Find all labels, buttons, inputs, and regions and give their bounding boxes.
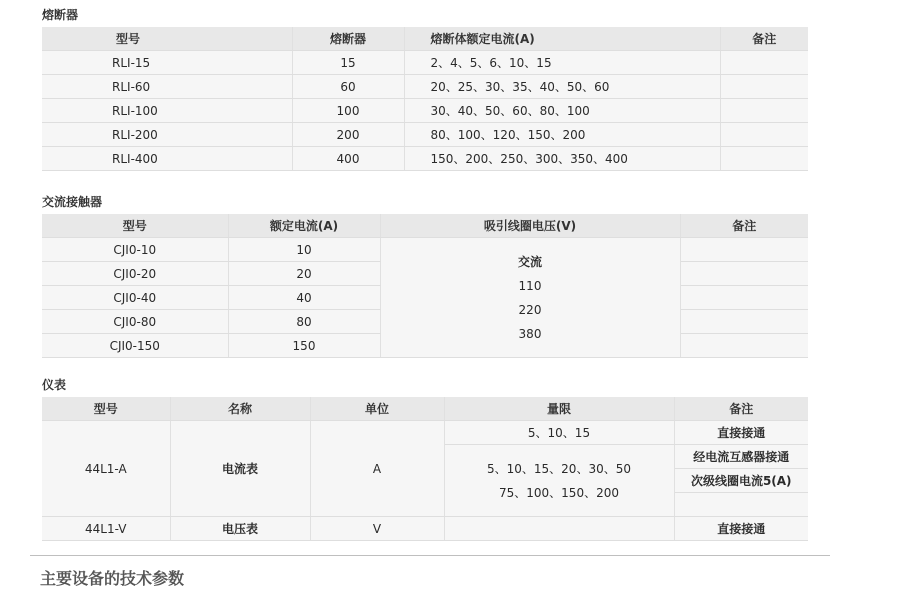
contactor-note [680,286,808,310]
voltmeter-unit: V [310,517,444,541]
contactor-note [680,238,808,262]
coil-voltage-value: 110 [518,278,542,293]
fuse-current: 30、40、50、60、80、100 [404,99,720,123]
fuse-header-note: 备注 [720,27,808,51]
ammeter-unit: A [310,421,444,517]
fuse-current: 2、4、5、6、10、15 [404,51,720,75]
contactor-header-row [42,214,808,238]
fuse-note [720,147,808,171]
contactor-model: CJI0-10 [42,238,228,262]
coil-voltage-type: 交流 [517,254,542,269]
contactor-current: 150 [228,334,380,358]
contactor-current: 10 [228,238,380,262]
voltmeter-range [444,517,674,541]
meter-header-row [42,397,808,421]
fuse-header-model: 型号 [42,27,292,51]
fuse-header-row [42,27,808,51]
ammeter-range-line: 75、100、150、200 [499,485,619,500]
contactor-note [680,310,808,334]
coil-voltage-value: 220 [518,302,542,317]
fuse-rating: 15 [292,51,404,75]
ammeter-note-direct: 直接接通 [674,421,808,445]
contactor-note [680,262,808,286]
table-row [42,147,808,171]
fuse-note [720,75,808,99]
meter-header-name: 名称 [170,397,310,421]
ammeter-note-empty [674,493,808,517]
fuse-rating: 200 [292,123,404,147]
fuse-model: RLI-60 [42,75,292,99]
contactor-note [680,334,808,358]
figure-caption: 主要设备的技术参数 [40,569,185,588]
contactor-header-current: 额定电流(A) [228,214,380,238]
ammeter-range-line: 5、10、15、20、30、50 [487,461,631,476]
contactor-current: 40 [228,286,380,310]
table-row [42,421,808,445]
contactor-header-model: 型号 [42,214,228,238]
voltmeter-name: 电压表 [170,517,310,541]
fuse-note [720,123,808,147]
fuse-model: RLI-15 [42,51,292,75]
contactor-current: 20 [228,262,380,286]
table-row [42,75,808,99]
table-row [42,51,808,75]
fuse-note [720,51,808,75]
meter-section-title: 仪表 [42,378,67,392]
contactor-header-voltage: 吸引线圈电压(V) [380,214,680,238]
contactor-model: CJI0-40 [42,286,228,310]
fuse-table [42,27,808,171]
voltmeter-model: 44L1-V [42,517,170,541]
contactor-table [42,214,808,358]
meter-table [42,397,808,541]
fuse-model: RLI-400 [42,147,292,171]
contactor-current: 80 [228,310,380,334]
bottom-divider [30,555,830,556]
contactor-model: CJI0-80 [42,310,228,334]
meter-header-note: 备注 [674,397,808,421]
ammeter-model: 44L1-A [42,421,170,517]
fuse-section-title: 熔断器 [42,8,79,22]
table-row [42,99,808,123]
meter-header-model: 型号 [42,397,170,421]
table-row [42,123,808,147]
ammeter-range-ct [444,445,674,517]
fuse-note [720,99,808,123]
voltmeter-note: 直接接通 [674,517,808,541]
fuse-header-current: 熔断体额定电流(A) [404,27,720,51]
contactor-model: CJI0-150 [42,334,228,358]
ammeter-range-direct: 5、10、15 [444,421,674,445]
fuse-model: RLI-200 [42,123,292,147]
fuse-current: 150、200、250、300、350、400 [404,147,720,171]
contactor-model: CJI0-20 [42,262,228,286]
contactor-section-title: 交流接触器 [42,195,103,209]
meter-header-range: 量限 [444,397,674,421]
fuse-current: 20、25、30、35、40、50、60 [404,75,720,99]
contactor-header-note: 备注 [680,214,808,238]
ammeter-name: 电流表 [170,421,310,517]
fuse-rating: 400 [292,147,404,171]
fuse-rating: 60 [292,75,404,99]
fuse-rating: 100 [292,99,404,123]
fuse-header-fuse: 熔断器 [292,27,404,51]
table-row [42,517,808,541]
ammeter-note-ct: 经电流互感器接通 [674,445,808,469]
table-row [42,238,808,262]
meter-header-unit: 单位 [310,397,444,421]
coil-voltage-cell [380,238,680,358]
coil-voltage-value: 380 [518,326,542,341]
fuse-current: 80、100、120、150、200 [404,123,720,147]
ammeter-note-secondary: 次级线圈电流5(A) [674,469,808,493]
fuse-model: RLI-100 [42,99,292,123]
